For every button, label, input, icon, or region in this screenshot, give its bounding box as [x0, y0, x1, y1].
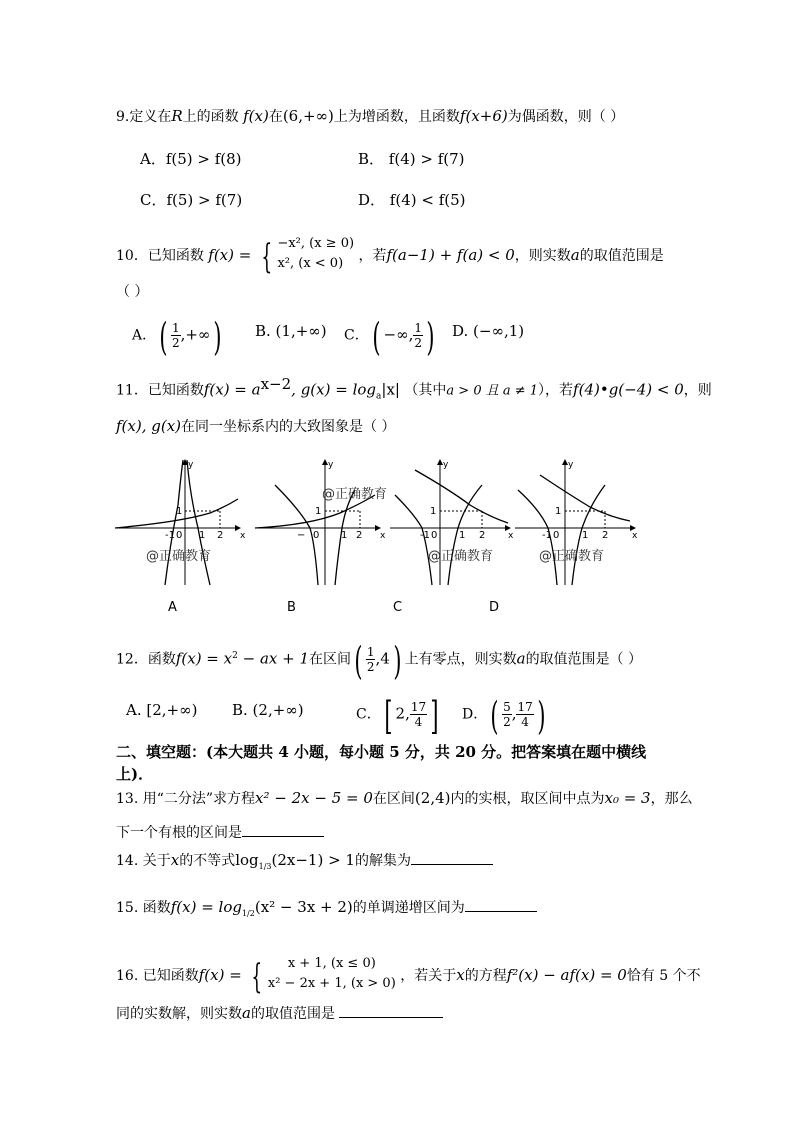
svg-text:x: x: [240, 531, 246, 541]
q10-option-b: B. (1,+∞): [255, 322, 327, 340]
svg-text:1: 1: [315, 506, 322, 517]
graph-label-c: C: [393, 600, 403, 615]
svg-text:1: 1: [199, 530, 206, 541]
answer-blank[interactable]: [242, 822, 324, 837]
watermark: @正确教育: [428, 549, 494, 564]
graph-label-a: A: [168, 600, 177, 615]
graph-label-d: D: [489, 600, 500, 615]
q9-option-c: C．f(5) > f(7): [140, 191, 243, 209]
brace-icon: {: [251, 957, 263, 997]
graph-b: [255, 460, 386, 585]
svg-text:0: 0: [176, 530, 183, 541]
q12-stem: 12．函数$f(x) = x^2$ − ax + 1在区间( $\frac{1}{2}$ ,4) 上有零点，则实数a的取值范围是（ ）: [116, 638, 643, 683]
svg-text:2: 2: [356, 530, 363, 541]
q16-stem: 16. 已知函数f(x) = { x + 1, (x ≤ 0) x² − 2x + 1, (x > 0) ，若关于x的方程f²(x) − af(x) = 0恰有 5 个不: [116, 956, 701, 997]
svg-text:1: 1: [176, 506, 183, 517]
answer-blank[interactable]: [339, 1003, 443, 1018]
svg-text:1: 1: [582, 530, 589, 541]
svg-text:2: 2: [479, 530, 486, 541]
svg-text:x: x: [380, 531, 386, 541]
section-title: 二、填空题：(本大题共 4 小题，每小题 5 分，共 20 分。把答案填在题中横线: [116, 743, 647, 761]
svg-text:2: 2: [602, 530, 609, 541]
q12-option-b: B. (2,+∞): [232, 701, 304, 719]
watermark: @正确教育: [539, 549, 605, 564]
svg-text:0: 0: [313, 530, 320, 541]
q10-paren: （ ）: [116, 284, 149, 300]
q16-line2: 同的实数解，则实数a的取值范围是: [116, 1003, 443, 1024]
svg-text:y: y: [568, 460, 574, 470]
svg-text:1: 1: [430, 506, 437, 517]
brace-icon: {: [261, 237, 273, 277]
piecewise: x + 1, (x ≤ 0) x² − 2x + 1, (x > 0): [267, 956, 396, 991]
svg-text:0: 0: [553, 530, 560, 541]
q9-option-a: A．f(5) > f(8): [140, 150, 242, 168]
piecewise: −x², (x ≥ 0) x², (x < 0): [277, 236, 355, 271]
q10-stem: 10．已知函数 f(x) = { −x², (x ≥ 0) x², (x < 0) ，若f(a−1) + f(a) < 0，则实数a的取值范围是: [116, 236, 664, 277]
svg-text:x: x: [632, 531, 638, 541]
q9-option-d: D． f(4) < f(5): [358, 191, 466, 209]
q13-line2: 下一个有根的区间是: [116, 822, 324, 843]
svg-text:y: y: [328, 460, 334, 470]
svg-text:−: −: [297, 530, 306, 541]
q12-option-d: D．( $\frac{5}{2}$ , $\frac{17}{4}$ ): [462, 693, 546, 738]
svg-text:0: 0: [431, 530, 438, 541]
q10-option-c: C．( −∞, $\frac{1}{2}$ ): [344, 314, 435, 359]
graph-c: [390, 460, 514, 585]
svg-text:-1: -1: [542, 530, 552, 541]
svg-text:1: 1: [459, 530, 466, 541]
graph-d: [515, 460, 638, 585]
svg-text:1: 1: [555, 506, 562, 517]
graph-a: [115, 460, 246, 585]
q9-stem: 9.定义在R上的函数 f(x)在(6,+∞)上为增函数，且函数f(x+6)为偶函数，则（ ）: [116, 107, 625, 125]
svg-text:-1: -1: [420, 530, 430, 541]
svg-text:x: x: [508, 531, 514, 541]
graph-label-b: B: [287, 600, 296, 615]
svg-text:-1: -1: [165, 530, 175, 541]
answer-blank[interactable]: [465, 897, 537, 912]
q12-option-a: A. [2,+∞): [126, 701, 198, 719]
q12-option-c: C．[ 2, $\frac{17}{4}$ ]: [356, 693, 439, 738]
q14-stem: 14. 关于x的不等式$\log_{1/3}(2x-1) > 1$的解集为: [116, 850, 493, 877]
answer-blank[interactable]: [411, 850, 493, 865]
watermark: @正确教育: [146, 549, 212, 564]
svg-text:y: y: [443, 460, 449, 470]
q15-stem: 15. 函数$f(x) = \log_{1/2}(x^2 - 3x + 2)$的单调递增区间为: [116, 897, 537, 924]
watermark: @正确教育: [322, 487, 388, 502]
q11-stem: 11．已知函数$f(x) = a^{x-2}$, $g(x) = \log_a|x|$ （其中a > 0 且 a ≠ 1），若f(4)•g(−4) < 0，则: [116, 375, 712, 402]
q9-option-b: B． f(4) > f(7): [358, 150, 465, 168]
q10-option-d: D. (−∞,1): [452, 322, 525, 340]
q13-stem: 13. 用“二分法”求方程x² − 2x − 5 = 0在区间(2,4)内的实根，取区间中点为x₀ = 3，那么: [116, 789, 693, 807]
svg-text:2: 2: [217, 530, 224, 541]
q11-stem-line2: f(x), g(x)在同一坐标系内的大致图象是（ ）: [116, 417, 396, 435]
q11-graphs: [110, 455, 645, 590]
section-title-line2: 上)．: [116, 765, 154, 783]
svg-text:y: y: [188, 460, 194, 470]
svg-text:1: 1: [341, 530, 348, 541]
q10-option-a: A．( $\frac{1}{2}$ ,+∞): [132, 314, 222, 359]
